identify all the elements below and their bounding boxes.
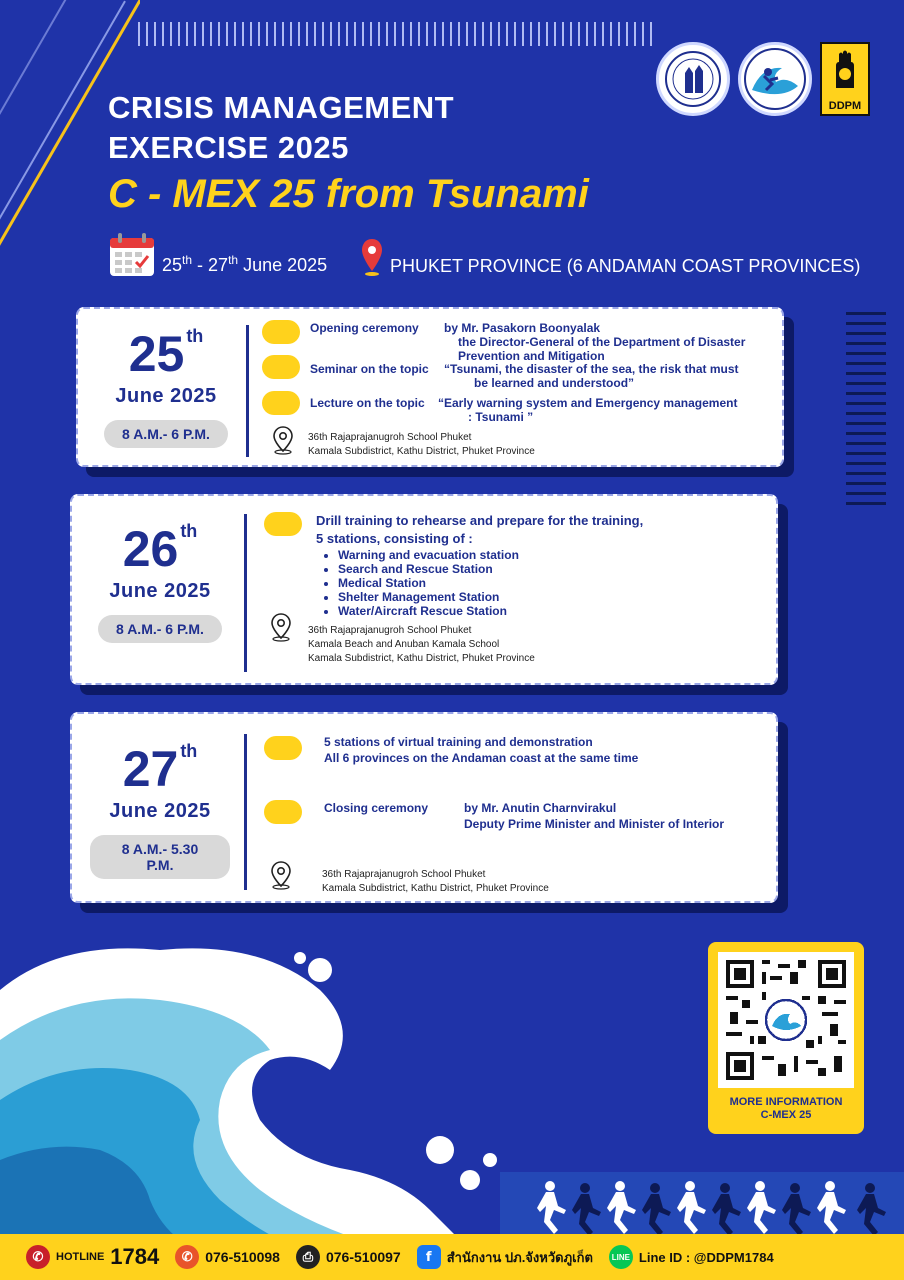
bullet-icon [264, 800, 302, 824]
fax-number: 076-510097 [325, 1249, 401, 1265]
end-suffix: th [228, 252, 239, 267]
map-pin-icon [270, 860, 292, 890]
end-day: 27 [208, 254, 229, 275]
item-label: Seminar on the topic [310, 362, 429, 376]
stations-list [316, 548, 519, 618]
qr-code[interactable] [718, 952, 854, 1088]
facebook-contact[interactable] [417, 1245, 593, 1269]
day-block [90, 521, 230, 643]
phone-contact[interactable] [175, 1245, 280, 1269]
ddpm-logo-icon [820, 42, 870, 116]
c-mex-logo-icon [738, 42, 812, 116]
event-location [360, 236, 860, 277]
side-stripes-decoration [846, 312, 886, 507]
list-item: • Warning and evacuation station [338, 548, 519, 562]
day-block [90, 741, 230, 879]
map-pin-icon [270, 612, 292, 642]
runners-illustration [500, 1172, 904, 1234]
day-suffix: th [186, 326, 204, 346]
divider-line [244, 734, 247, 890]
list-item: • Shelter Management Station [338, 590, 519, 604]
map-pin-icon [272, 425, 294, 455]
bullet-icon [262, 355, 300, 379]
facebook-page: สำนักงาน ปภ.จังหวัดภูเก็ต [446, 1249, 593, 1265]
date-separator: - [192, 254, 209, 275]
bullet-icon [264, 736, 302, 760]
fax-icon: ⎙ [296, 1245, 320, 1269]
start-suffix: th [182, 252, 193, 267]
day-number: 25 [128, 326, 185, 382]
item-label: Lecture on the topic [310, 396, 425, 410]
divider-line [244, 514, 247, 672]
hotline-number: 1784 [110, 1244, 160, 1269]
phone-icon: ✆ [26, 1245, 50, 1269]
item-label: Opening ceremony [310, 321, 419, 335]
day-month: June 2025 [115, 385, 217, 407]
ddpm-label: DDPM [828, 100, 862, 112]
logo-group [656, 42, 870, 116]
phone-icon: ✆ [175, 1245, 199, 1269]
day-number: 27 [122, 741, 179, 797]
day-month: June 2025 [109, 800, 211, 822]
time-badge: 8 A.M.- 6 P.M. [104, 420, 228, 448]
line-id: Line ID : @DDPM1784 [638, 1249, 774, 1265]
day-card-25 [76, 307, 784, 467]
top-stripes-decoration [138, 22, 653, 46]
closing-label: Closing ceremony [324, 801, 429, 815]
closing-detail: by Mr. Anutin Charnvirakul Deputy Prime Minister and Minister of Interior [464, 801, 725, 831]
bullet-icon [262, 391, 300, 415]
list-item: • Medical Station [338, 576, 519, 590]
divider-line [246, 325, 249, 457]
list-item: • Search and Rescue Station [338, 562, 519, 576]
hotline-label: HOTLINE [56, 1251, 105, 1263]
day-number: 26 [122, 521, 179, 577]
bullet-icon [264, 512, 302, 536]
location-pin-icon [360, 237, 384, 277]
time-badge: 8 A.M.- 6 P.M. [98, 615, 222, 643]
day-block [96, 326, 236, 448]
hotline[interactable] [26, 1244, 159, 1270]
stations-intro: 5 stations, consisting of : [316, 531, 473, 546]
address: 36th Rajaprajanugroh School Phuket Kamala Beach and Anuban Kamala School Kamala Subdistrict, Kathu District, Phuket Province [308, 625, 535, 664]
fax-contact[interactable] [296, 1245, 401, 1269]
contact-footer [0, 1234, 904, 1280]
phone-number: 076-510098 [205, 1249, 280, 1265]
start-day: 25 [162, 254, 183, 275]
line-icon: LINE [609, 1245, 633, 1269]
list-item: • Water/Aircraft Rescue Station [338, 604, 519, 618]
location-text: PHUKET PROVINCE (6 ANDAMAN COAST PROVINCES) [390, 256, 861, 276]
day-card-26 [70, 494, 778, 685]
phuket-seal-icon [656, 42, 730, 116]
title-line-2: EXERCISE 2025 [108, 130, 349, 165]
day-suffix: th [180, 521, 198, 541]
address: 36th Rajaprajanugroh School Phuket Kamala Subdistrict, Kathu District, Phuket Province [308, 432, 535, 457]
subtitle: C - MEX 25 from Tsunami [108, 172, 589, 216]
day-suffix: th [180, 741, 198, 761]
qr-code-panel[interactable] [708, 942, 864, 1134]
title-line-1: CRISIS MANAGEMENT [108, 90, 455, 125]
drill-intro: Drill training to rehearse and prepare for the training, [316, 513, 644, 528]
item-detail: “Early warning system and Emergency management : Tsunami ” [438, 396, 738, 424]
day-card-27 [70, 712, 778, 903]
virtual-training-text: 5 stations of virtual training and demonstration All 6 provinces on the Andaman coast at the same time [324, 735, 639, 765]
facebook-icon: f [417, 1245, 441, 1269]
item-detail: “Tsunami, the disaster of the sea, the risk that must be learned and understood” [444, 362, 739, 390]
month-year: June 2025 [238, 254, 328, 275]
address: 36th Rajaprajanugroh School Phuket Kamala Subdistrict, Kathu District, Phuket Province [322, 869, 549, 894]
calendar-icon [108, 232, 156, 278]
time-badge: 8 A.M.- 5.30 P.M. [90, 835, 230, 879]
bullet-icon [262, 320, 300, 344]
qr-caption: MORE INFORMATION C-MEX 25 [729, 1096, 843, 1122]
item-detail: by Mr. Pasakorn Boonyalak the Director-General of the Department of Disaster Prevention and Mitigation [444, 321, 746, 363]
day-month: June 2025 [109, 580, 211, 602]
line-contact[interactable] [609, 1245, 774, 1269]
tsunami-wave-illustration [0, 930, 520, 1240]
event-dates [108, 232, 327, 278]
